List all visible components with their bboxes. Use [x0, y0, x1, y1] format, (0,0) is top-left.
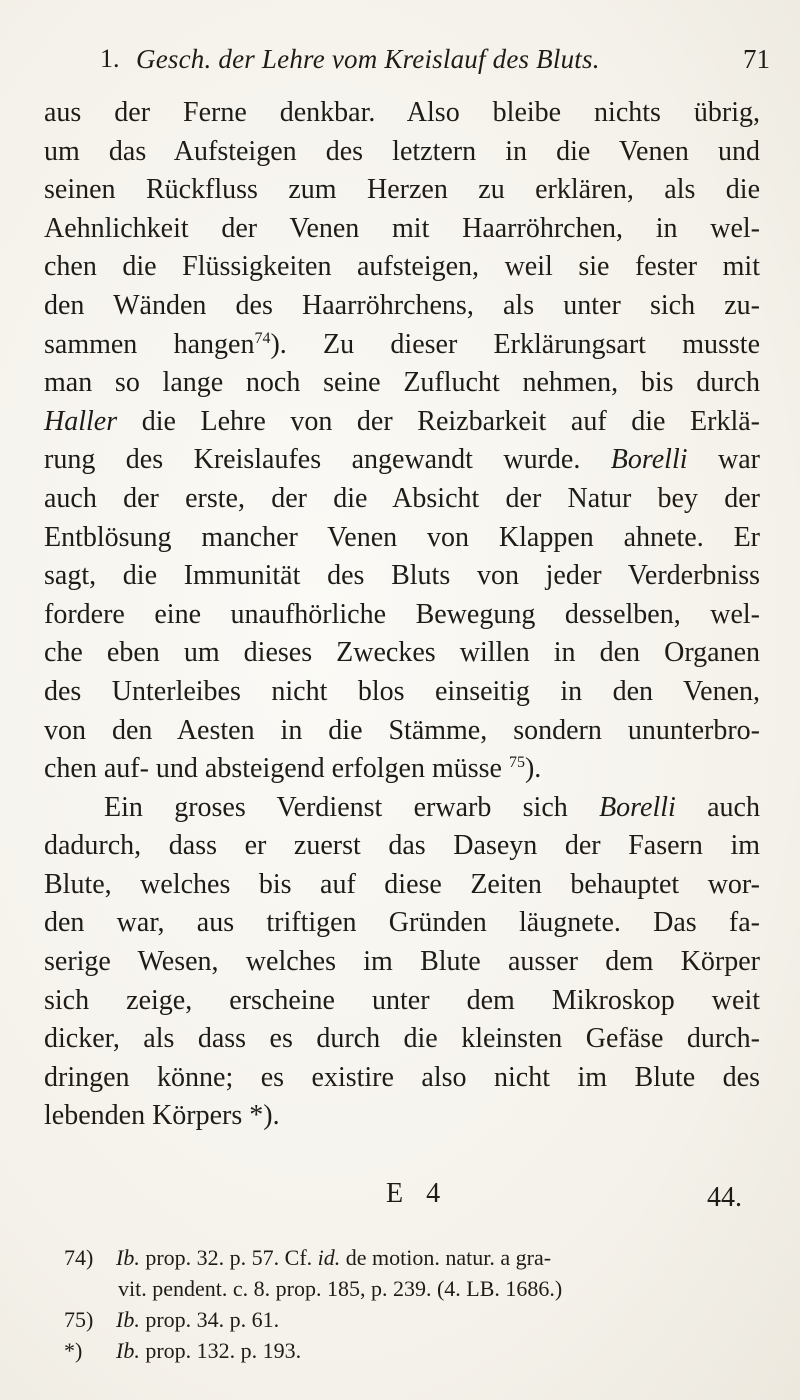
text-line: von den Aesten in die Stämme, sondern ununterbro- — [44, 714, 760, 746]
footnote-mark: 75) — [64, 1307, 94, 1332]
text-line: sagt, die Immunität des Bluts von jeder Verderbniss — [44, 560, 760, 592]
text-line: des Unterleibes nicht blos einseitig in den Venen, — [44, 675, 760, 707]
text-line: man so lange noch seine Zuflucht nehmen, bis durch — [44, 367, 760, 399]
running-title: Gesch. der Lehre vom Kreislauf des Bluts. — [136, 44, 600, 74]
footnote-74 — [64, 1242, 754, 1273]
text-segment: rung des Kreislaufes angewandt wurde. — [44, 444, 611, 476]
ibid-abbrev: Ib. — [116, 1338, 140, 1363]
chapter-number: 1. — [100, 44, 120, 73]
text-line — [44, 441, 760, 480]
text-segment: die Lehre von der Reizbarkeit auf die Erklä- — [117, 405, 760, 437]
text-line: fordere eine unaufhörliche Bewegung desselben, wel- — [44, 598, 760, 630]
text-line: den Wänden des Haarröhrchens, als unter sich zu- — [44, 289, 760, 321]
footnote-text: prop. 34. p. 61. — [139, 1307, 280, 1332]
name-borelli: Borelli — [610, 444, 688, 476]
text-line: sich zeige, erscheine unter dem Mikroskop weit — [44, 984, 760, 1016]
footnote-mark: *) — [64, 1338, 83, 1363]
text-line — [44, 403, 760, 442]
text-line: dadurch, dass er zuerst das Daseyn der Fasern im — [44, 830, 760, 862]
leaf-number: 44. — [707, 1182, 742, 1213]
text-line: den war, aus triftigen Gründen läugnete. Das fa- — [44, 907, 760, 939]
text-line: Aehnlichkeit der Venen mit Haarröhrchen, in wel- — [44, 212, 760, 244]
text-line: seinen Rückfluss zum Herzen zu erklären, als die — [44, 174, 760, 206]
text-segment: auch — [675, 791, 760, 823]
footnote-text: de motion. natur. a gra- — [340, 1245, 552, 1270]
text-line — [44, 789, 760, 828]
text-segment: ). Zu dieser Erklärungsart musste — [270, 328, 761, 360]
text-line: um das Aufsteigen des letztern in die Venen und — [44, 135, 760, 167]
text-line — [44, 326, 760, 365]
footnote-text: prop. 32. p. 57. Cf. — [139, 1245, 318, 1270]
footnote-75 — [64, 1304, 754, 1335]
page-number: 71 — [743, 44, 770, 74]
ibid-abbrev: Ib. — [116, 1307, 140, 1332]
text-line: Entblösung mancher Venen von Klappen ahnete. Er — [44, 521, 760, 553]
text-line — [44, 750, 760, 789]
text-segment: sammen hangen — [44, 328, 255, 360]
footnote-ref-74: 74 — [254, 329, 271, 347]
text-line: serige Wesen, welches im Blute ausser dem Körper — [44, 946, 760, 978]
text-segment: Ein groses Verdienst erwarb sich — [104, 791, 600, 823]
text-segment: war — [687, 444, 760, 476]
running-head — [100, 44, 770, 84]
footnote-text: prop. 132. p. 193. — [139, 1338, 302, 1363]
text-line: chen die Flüssigkeiten aufsteigen, weil sie fester mit — [44, 251, 760, 283]
footnote-star — [64, 1335, 754, 1366]
text-line: dringen könne; es existire also nicht im Blute des — [44, 1061, 760, 1093]
body-text — [44, 94, 760, 1136]
name-haller: Haller — [44, 405, 118, 437]
text-segment: chen auf- und absteigend erfolgen müsse — [44, 753, 502, 785]
footnote-ref-75: 75 — [508, 754, 525, 772]
footnote-74-continuation: vit. pendent. c. 8. prop. 185, p. 239. (4. LB. 1686.) — [118, 1276, 563, 1301]
signature-line — [0, 1178, 800, 1218]
footnotes — [64, 1242, 754, 1366]
text-segment: ). — [524, 753, 542, 785]
footnote-mark: 74) — [64, 1245, 94, 1270]
sheet-signature: E 4 — [386, 1178, 449, 1209]
text-line: auch der erste, der die Absicht der Natur bey der — [44, 482, 760, 514]
text-line: lebenden Körpers *). — [44, 1100, 280, 1132]
ibid-abbrev: Ib. — [116, 1245, 140, 1270]
text-line: che eben um dieses Zweckes willen in den Organen — [44, 637, 760, 669]
name-borelli: Borelli — [599, 791, 676, 823]
idem-abbrev: id. — [317, 1245, 341, 1270]
text-line: Blute, welches bis auf diese Zeiten behauptet wor- — [44, 868, 760, 900]
text-line: aus der Ferne denkbar. Also bleibe nichts übrig, — [44, 97, 760, 128]
text-line: dicker, als dass es durch die kleinsten Gefäse durch- — [44, 1023, 760, 1055]
